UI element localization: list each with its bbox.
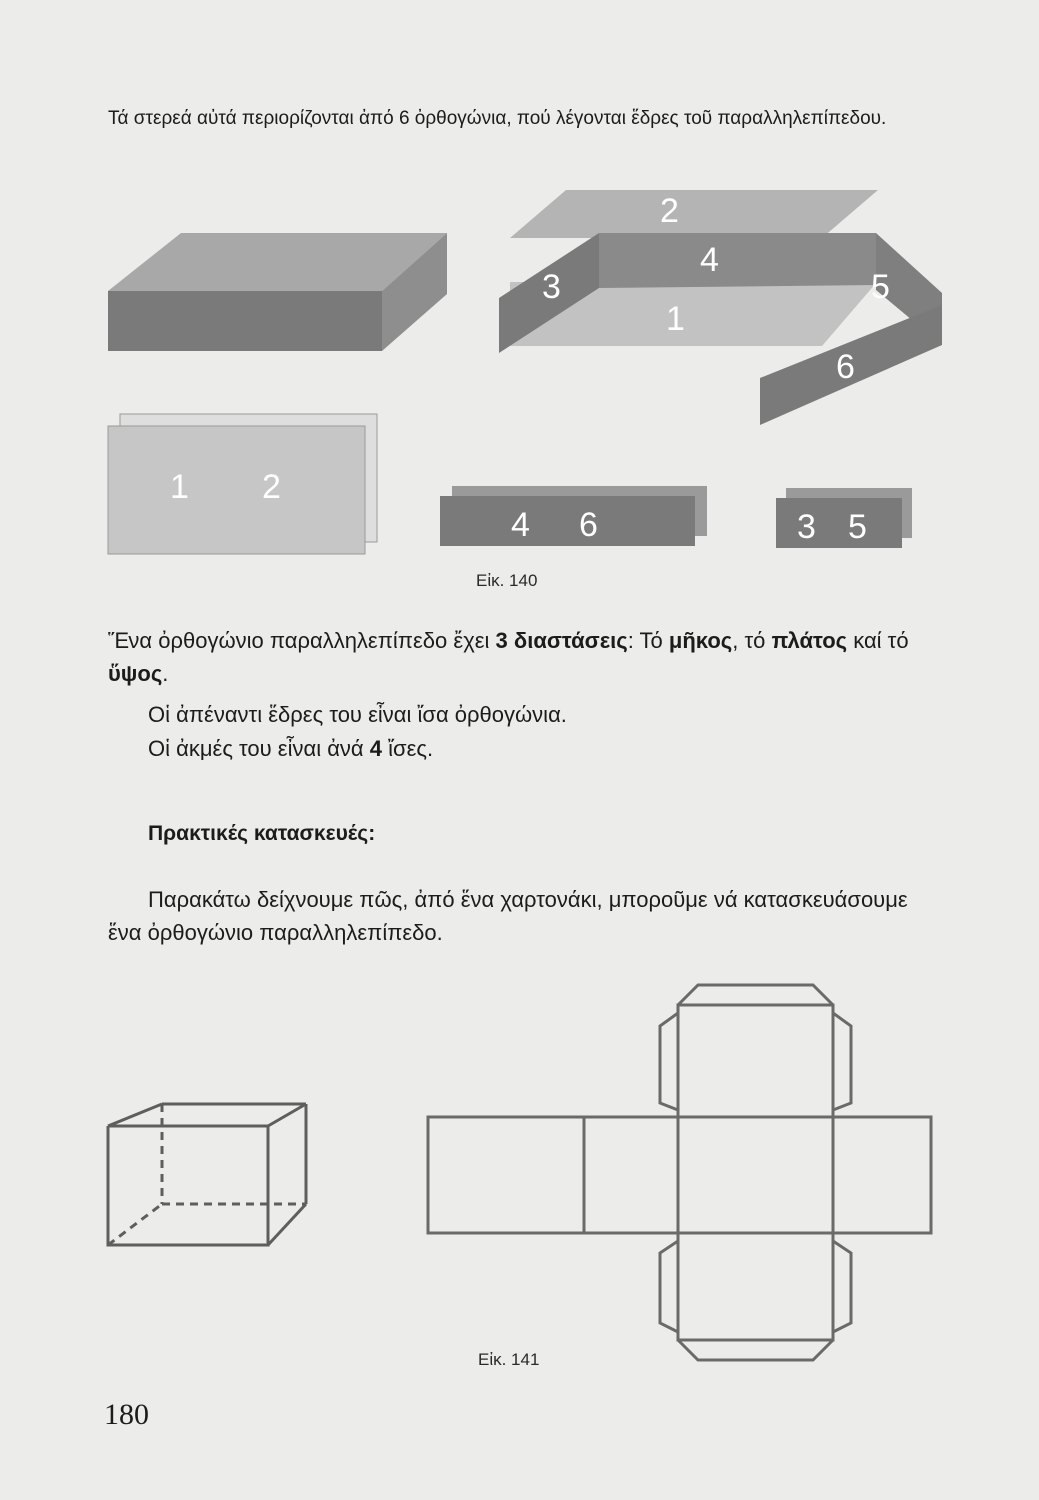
face-label-1: 1 [666,300,685,338]
face-label-5: 5 [871,268,890,306]
pair-label-2: 2 [262,468,281,506]
figure-141-caption: Εἰκ. 141 [478,1350,540,1369]
face-4 [599,233,876,288]
box-net-illustration [428,985,931,1360]
text-run: , τό [732,628,772,653]
face-pair-1-2 [108,414,377,554]
bold-run: ὕψος [108,661,163,686]
face-pair-4-6 [440,486,707,546]
solid-box-illustration [108,233,447,351]
text-run: Ἕνα ὀρθογώνιο παραλληλεπίπεδο ἔχει [108,628,496,653]
section-heading: Πρακτικές κατασκευές: [148,822,376,845]
text-run: : Τό [627,628,669,653]
face-label-6: 6 [836,348,855,386]
face-label-3: 3 [542,268,561,306]
bold-run: πλάτος [771,628,848,653]
pair-label-4: 4 [511,506,530,544]
pair-label-1: 1 [170,468,189,506]
figure-140-caption: Εἰκ. 140 [476,571,538,590]
bold-run: μῆκος [668,628,733,653]
bold-run: 4 [369,736,383,761]
face-2 [510,190,878,238]
bold-run: 3 διαστάσεις [495,628,628,653]
wireframe-box-illustration [108,1104,306,1245]
pair-label-5: 5 [848,508,867,546]
face-label-2: 2 [660,192,679,230]
page-number: 180 [104,1398,149,1431]
text-run: Οἱ ἀκμές του εἶναι ἀνά [148,736,370,761]
face-label-4: 4 [700,241,719,279]
text-run: . [162,661,169,686]
instructions-paragraph: Παρακάτω δείχνουμε πῶς, ἀπό ἕνα χαρτονάκι, μποροῦμε νά κατασκευάσουμε ἕνα ὀρθογώνιο παραλληλεπίπεδο. [108,887,908,945]
dimensions-paragraph [108,624,944,690]
unfolded-box-illustration [499,190,942,425]
opposite-faces-paragraph: Οἱ ἀπέναντι ἕδρες του εἶναι ἴσα ὀρθογώνια. [148,702,567,727]
face-pair-3-5 [776,488,912,548]
text-run: ἴσες. [382,736,434,761]
pair-label-6: 6 [579,506,598,544]
text-run: καί τό [847,628,909,653]
intro-paragraph: Τά στερεά αὐτά περιορίζονται ἀπό 6 ὀρθογώνια, πού λέγονται ἕδρες τοῦ παραλληλεπίπεδου. [108,108,887,129]
edges-paragraph [148,732,984,765]
pair-label-3: 3 [797,508,816,546]
